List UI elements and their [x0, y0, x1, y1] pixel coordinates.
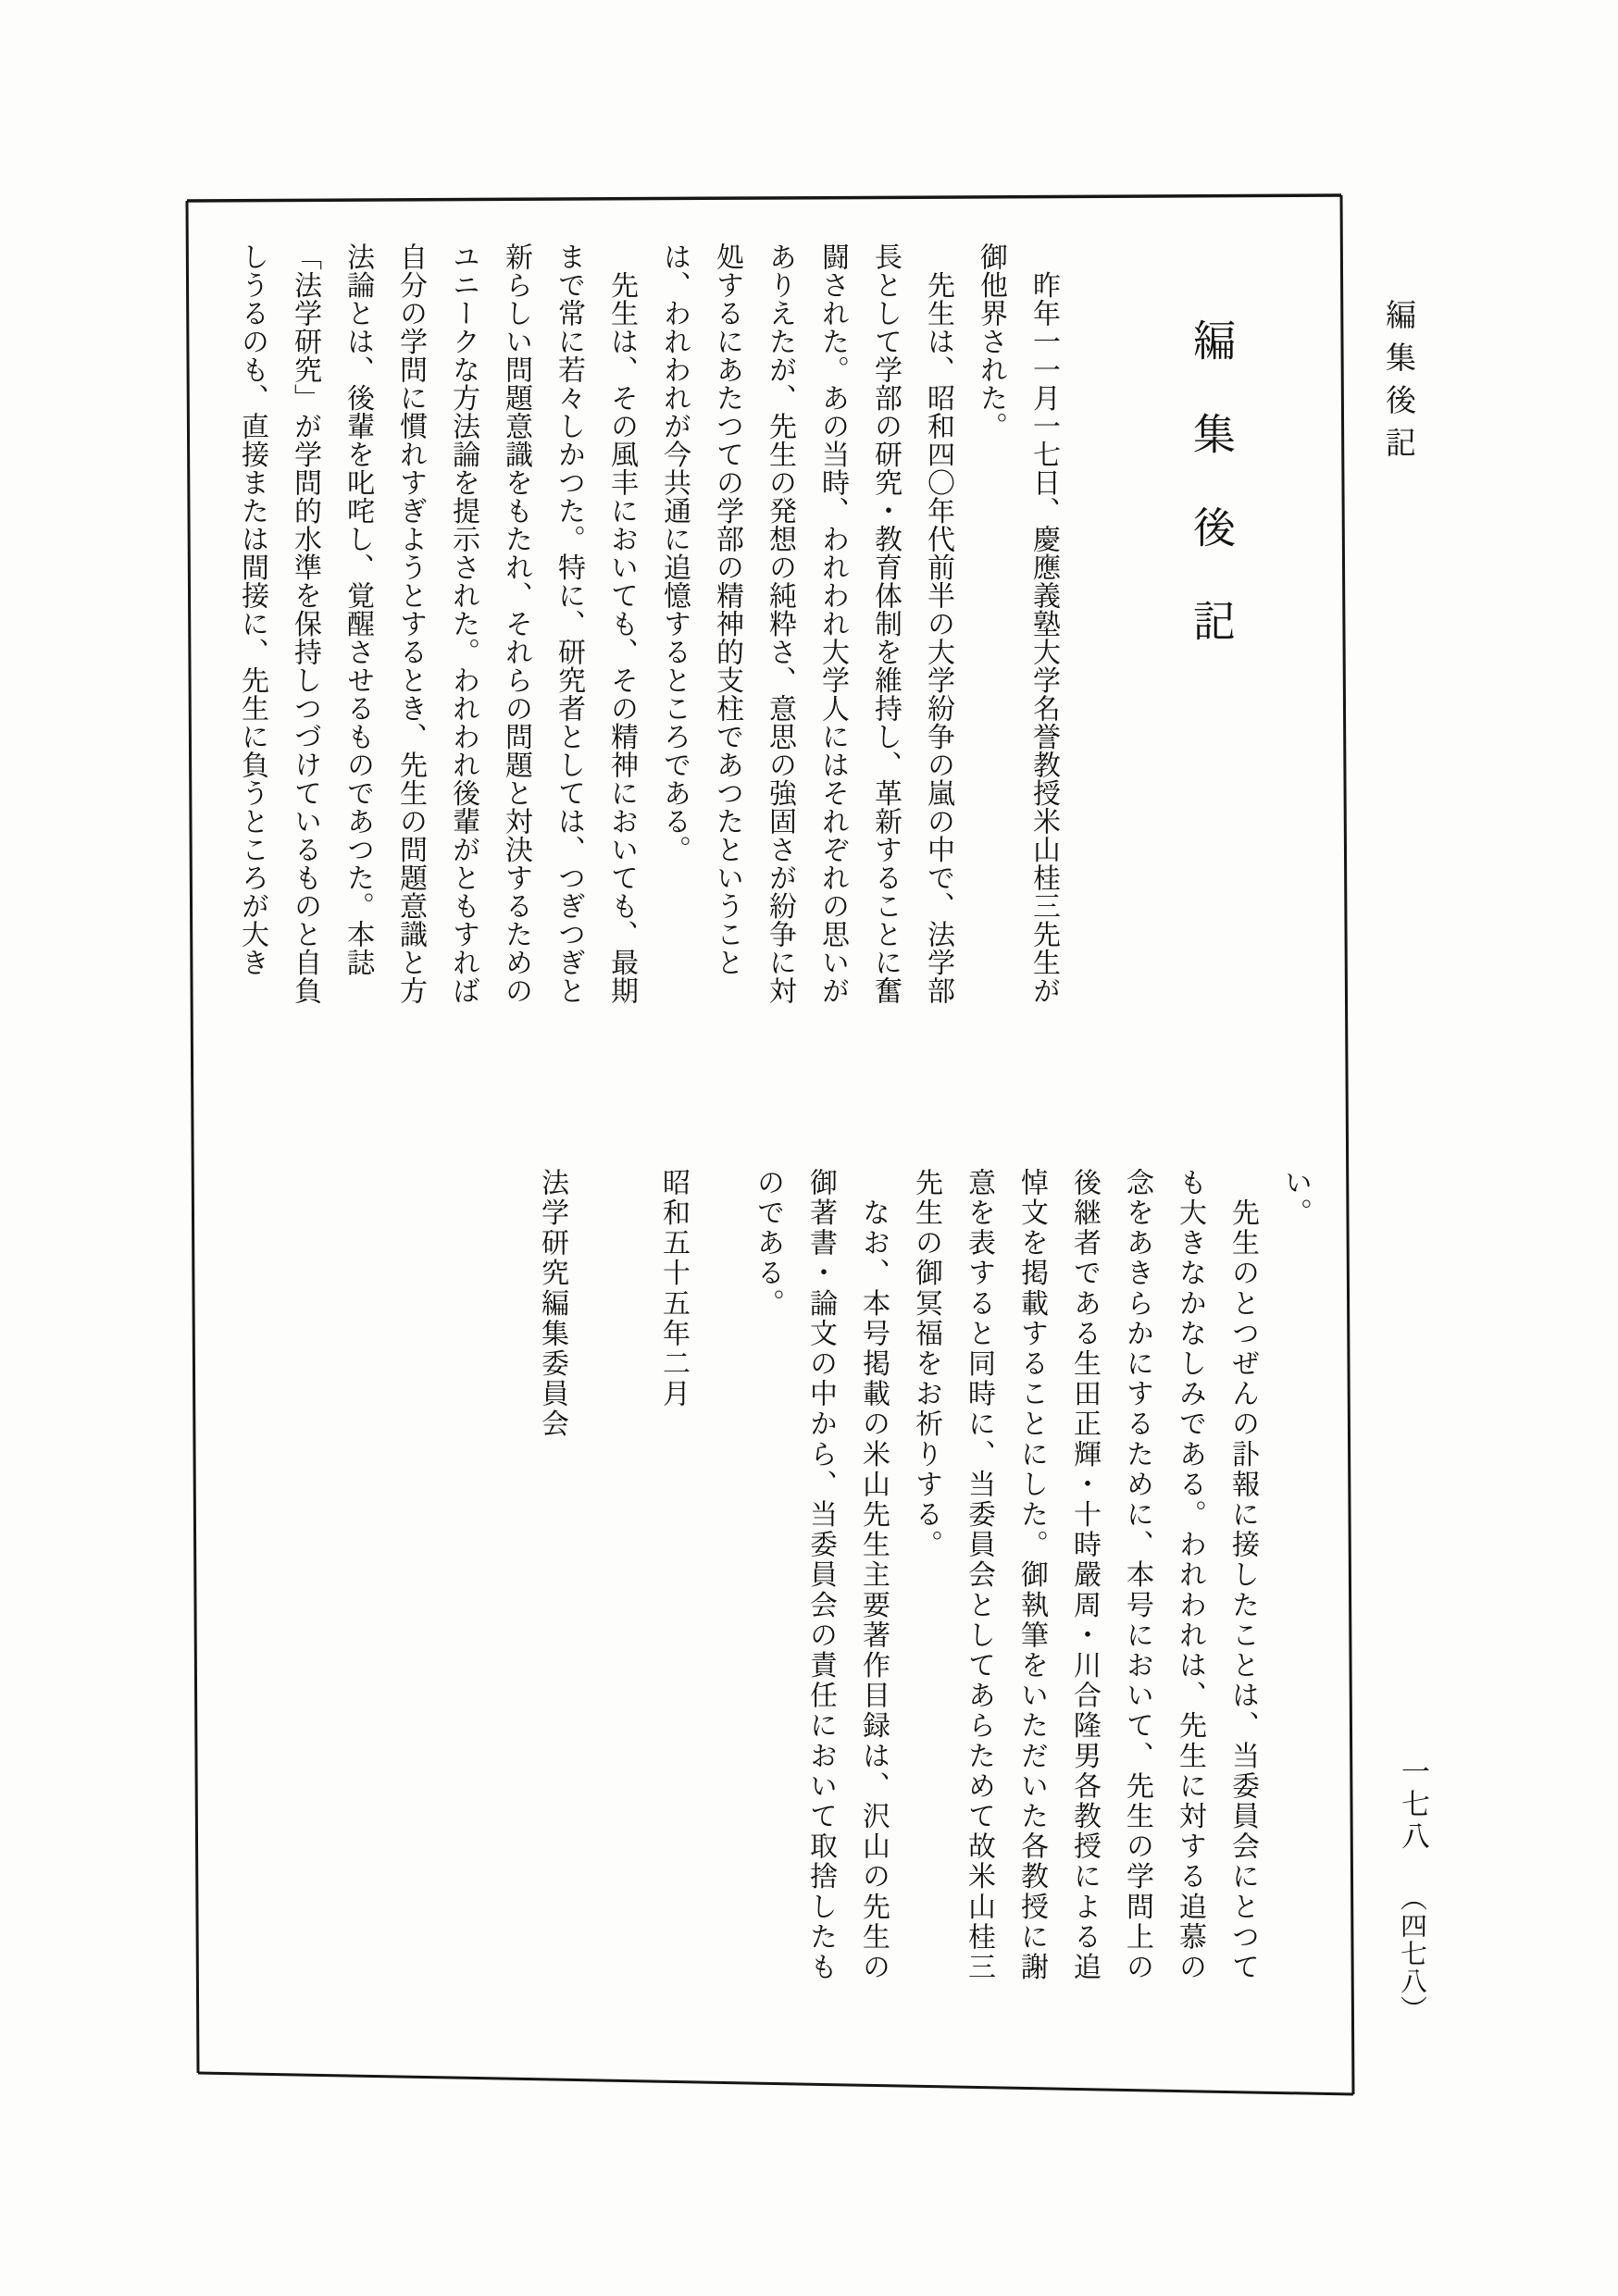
text-column: 御他界された。 — [975, 242, 1007, 441]
text-column: 闘された。あの当時、われわれ大学人にはそれぞれの思いが — [816, 242, 849, 1005]
text-column: まで常に若々しかつた。特に、研究者としては、つぎつぎと — [553, 242, 585, 1005]
running-header: 編集後記 — [1381, 299, 1417, 469]
text-column: 先生のとつぜんの訃報に接したことは、当委員会にとつて — [1226, 1168, 1259, 1983]
text-column: い。 — [1279, 1168, 1312, 1229]
text-column: 先生の御冥福をお祈りする。 — [910, 1168, 942, 1560]
body-text-bottom-block — [512, 1168, 1322, 2001]
body-text-top-block — [226, 242, 1070, 1011]
border-bottom-line — [198, 2073, 1353, 2094]
text-column: 先生は、その風丰においても、その精神においても、最期 — [605, 242, 638, 1005]
border-left-line — [187, 201, 198, 2073]
text-column: しうるのも、直接または間接に、先生に負うところが大き — [236, 242, 268, 976]
signature-line: 法学研究編集委員会 — [536, 1168, 568, 1440]
text-column: 先生は、昭和四〇年代前半の大学紛争の嵐の中で、法学部 — [922, 242, 954, 1005]
border-top-line — [187, 195, 1341, 201]
text-column: ユニークな方法論を提示された。われわれ後輩がともすれば — [447, 242, 479, 1005]
border-right-line — [1341, 195, 1353, 2094]
text-column: 法論とは、後輩を叱咤し、覚醒させるものであつた。本誌 — [342, 242, 374, 976]
text-column: 新らしい問題意識をもたれ、それらの問題と対決するための — [500, 242, 532, 1005]
page-number-secondary: （四七八） — [1397, 1884, 1428, 2023]
page-number: 一七八 — [1396, 1756, 1429, 1854]
text-column: なお、本号掲載の米山先生主要著作目録は、沢山の先生の — [857, 1168, 890, 1983]
text-column: 処するにあたつての学部の精神的支柱であつたということ — [711, 242, 743, 976]
text-column: も大きなかなしみである。われわれは、先生に対する追慕の — [1174, 1168, 1206, 1983]
text-column: 長として学部の研究・教育体制を維持し、革新することに奮 — [869, 242, 902, 1005]
text-column: 昨年一一月一七日、慶應義塾大学名誉教授米山桂三先生が — [1027, 242, 1060, 1005]
text-column: 念をあきらかにするために、本号において、先生の学問上の — [1121, 1168, 1153, 1983]
text-column: ありえたが、先生の発想の純粋さ、意思の強固さが紛争に対 — [764, 242, 796, 1005]
text-column: 後継者である生田正輝・十時嚴周・川合隆男各教授による追 — [1068, 1168, 1101, 1983]
text-column: 「法学研究」が学問的水準を保持しつづけているものと自負 — [289, 242, 321, 1005]
text-column: 意を表すると同時に、当委員会としてあらためて故米山桂三 — [963, 1168, 995, 1983]
text-column: 自分の学問に慣れすぎようとするとき、先生の問題意識と方 — [394, 242, 427, 1005]
text-column: は、われわれが今共通に追憶するところである。 — [658, 242, 691, 863]
text-column: 悼文を掲載することにした。御執筆をいただいた各教授に謝 — [1015, 1168, 1048, 1983]
date-line: 昭和五十五年二月 — [657, 1168, 690, 1409]
text-column: のである。 — [752, 1168, 784, 1319]
text-column: 御著書・論文の中から、当委員会の責任において取捨したも — [804, 1168, 837, 1983]
article-title: 編集後記 — [1187, 318, 1237, 692]
